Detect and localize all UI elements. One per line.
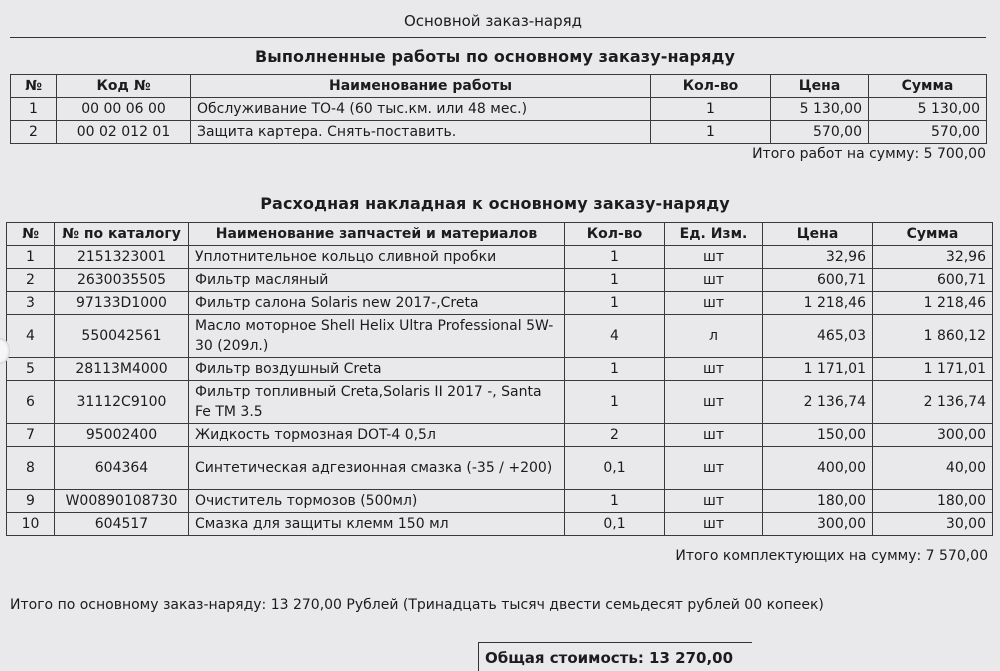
table-cell: 2	[565, 424, 665, 447]
grand-total-line: Итого по основному заказ-наряду: 13 270,00 Рублей (Тринадцать тысяч двести семьдесят рублей 00 копеек)	[10, 597, 824, 613]
col-part-name: Наименование запчастей и материалов	[189, 223, 565, 246]
table-cell: 465,03	[763, 315, 873, 358]
table-cell: Жидкость тормозная DOT-4 0,5л	[189, 424, 565, 447]
table-cell: 32,96	[873, 246, 993, 269]
table-cell: 604364	[55, 447, 189, 490]
table-cell: 3	[7, 292, 55, 315]
part-row	[7, 447, 993, 490]
table-cell: 604517	[55, 513, 189, 536]
table-cell: 28113M4000	[55, 358, 189, 381]
table-cell: Обслуживание ТО-4 (60 тыс.км. или 48 мес.)	[191, 98, 651, 121]
part-row	[7, 269, 993, 292]
col-qty: Кол-во	[565, 223, 665, 246]
table-cell: 1 171,01	[873, 358, 993, 381]
table-cell: 2 136,74	[763, 381, 873, 424]
col-price: Цена	[771, 75, 869, 98]
table-cell: 95002400	[55, 424, 189, 447]
parts-section-title: Расходная накладная к основному заказу-наряду	[260, 194, 730, 213]
table-cell: 1 218,46	[763, 292, 873, 315]
table-cell: 0,1	[565, 447, 665, 490]
top-rule	[10, 37, 986, 38]
parts-header-row	[7, 223, 993, 246]
table-cell: 180,00	[873, 490, 993, 513]
table-cell: 150,00	[763, 424, 873, 447]
document-title: Основной заказ-наряд	[403, 12, 583, 30]
table-cell: 600,71	[873, 269, 993, 292]
part-row	[7, 358, 993, 381]
table-cell: 1	[565, 269, 665, 292]
table-cell: 8	[7, 447, 55, 490]
part-row	[7, 246, 993, 269]
final-cost-box: Общая стоимость: 13 270,00	[478, 642, 752, 671]
table-cell: 7	[7, 424, 55, 447]
table-cell: 1	[565, 490, 665, 513]
table-cell: 0,1	[565, 513, 665, 536]
part-row	[7, 424, 993, 447]
table-cell: 30,00	[873, 513, 993, 536]
part-row	[7, 292, 993, 315]
work-row	[11, 98, 987, 121]
table-cell: 1	[565, 246, 665, 269]
part-row	[7, 381, 993, 424]
works-total: Итого работ на сумму: 5 700,00	[752, 146, 986, 162]
table-cell: Масло моторное Shell Helix Ultra Professional 5W-30 (209л.)	[189, 315, 565, 358]
table-cell: 1 171,01	[763, 358, 873, 381]
table-cell: 10	[7, 513, 55, 536]
table-cell: шт	[665, 513, 763, 536]
table-cell: шт	[665, 358, 763, 381]
table-cell: 97133D1000	[55, 292, 189, 315]
col-unit: Ед. Изм.	[665, 223, 763, 246]
table-cell: 4	[7, 315, 55, 358]
table-cell: шт	[665, 424, 763, 447]
col-code: Код №	[57, 75, 191, 98]
table-cell: W00890108730	[55, 490, 189, 513]
col-sum: Сумма	[869, 75, 987, 98]
table-cell: 2151323001	[55, 246, 189, 269]
table-cell: 1	[651, 121, 771, 144]
table-cell: 00 02 012 01	[57, 121, 191, 144]
table-cell: шт	[665, 269, 763, 292]
table-cell: 1	[565, 381, 665, 424]
part-row	[7, 490, 993, 513]
table-cell: 1	[565, 358, 665, 381]
table-cell: л	[665, 315, 763, 358]
part-row	[7, 315, 993, 358]
table-cell: 1	[11, 98, 57, 121]
table-cell: Защита картера. Снять-поставить.	[191, 121, 651, 144]
table-cell: 4	[565, 315, 665, 358]
col-price: Цена	[763, 223, 873, 246]
table-cell: 32,96	[763, 246, 873, 269]
table-cell: 2	[7, 269, 55, 292]
table-cell: 1	[651, 98, 771, 121]
table-cell: Фильтр воздушный Creta	[189, 358, 565, 381]
table-cell: 570,00	[869, 121, 987, 144]
table-cell: Фильтр салона Solaris new 2017-,Creta	[189, 292, 565, 315]
table-cell: 40,00	[873, 447, 993, 490]
table-cell: Фильтр масляный	[189, 269, 565, 292]
table-cell: 600,71	[763, 269, 873, 292]
col-number: №	[11, 75, 57, 98]
table-cell: 400,00	[763, 447, 873, 490]
table-cell: Очиститель тормозов (500мл)	[189, 490, 565, 513]
table-cell: Уплотнительное кольцо сливной пробки	[189, 246, 565, 269]
table-cell: 180,00	[763, 490, 873, 513]
work-row	[11, 121, 987, 144]
col-qty: Кол-во	[651, 75, 771, 98]
parts-table	[6, 222, 993, 536]
table-cell: 570,00	[771, 121, 869, 144]
table-cell: 300,00	[873, 424, 993, 447]
works-table	[10, 74, 987, 144]
col-sum: Сумма	[873, 223, 993, 246]
table-cell: Смазка для защиты клемм 150 мл	[189, 513, 565, 536]
table-cell: Фильтр топливный Creta,Solaris II 2017 -, Santa Fe TM 3.5	[189, 381, 565, 424]
table-cell: 1	[7, 246, 55, 269]
table-cell: 1	[565, 292, 665, 315]
works-section-title: Выполненные работы по основному заказу-наряду	[255, 47, 735, 66]
part-row	[7, 513, 993, 536]
table-cell: шт	[665, 381, 763, 424]
table-cell: 5	[7, 358, 55, 381]
col-number: №	[7, 223, 55, 246]
table-cell: 6	[7, 381, 55, 424]
table-cell: 550042561	[55, 315, 189, 358]
table-cell: 9	[7, 490, 55, 513]
table-cell: 2 136,74	[873, 381, 993, 424]
table-cell: 31112C9100	[55, 381, 189, 424]
table-cell: шт	[665, 447, 763, 490]
table-cell: Синтетическая адгезионная смазка (-35 / +200)	[189, 447, 565, 490]
table-cell: 1 218,46	[873, 292, 993, 315]
table-cell: 5 130,00	[771, 98, 869, 121]
table-cell: 300,00	[763, 513, 873, 536]
parts-total: Итого комплектующих на сумму: 7 570,00	[675, 548, 988, 564]
col-catalog-number: № по каталогу	[55, 223, 189, 246]
table-cell: 5 130,00	[869, 98, 987, 121]
table-cell: 2	[11, 121, 57, 144]
table-cell: шт	[665, 490, 763, 513]
table-cell: 2630035505	[55, 269, 189, 292]
table-cell: 00 00 06 00	[57, 98, 191, 121]
col-work-name: Наименование работы	[191, 75, 651, 98]
table-cell: шт	[665, 246, 763, 269]
table-cell: шт	[665, 292, 763, 315]
table-cell: 1 860,12	[873, 315, 993, 358]
works-header-row	[11, 75, 987, 98]
